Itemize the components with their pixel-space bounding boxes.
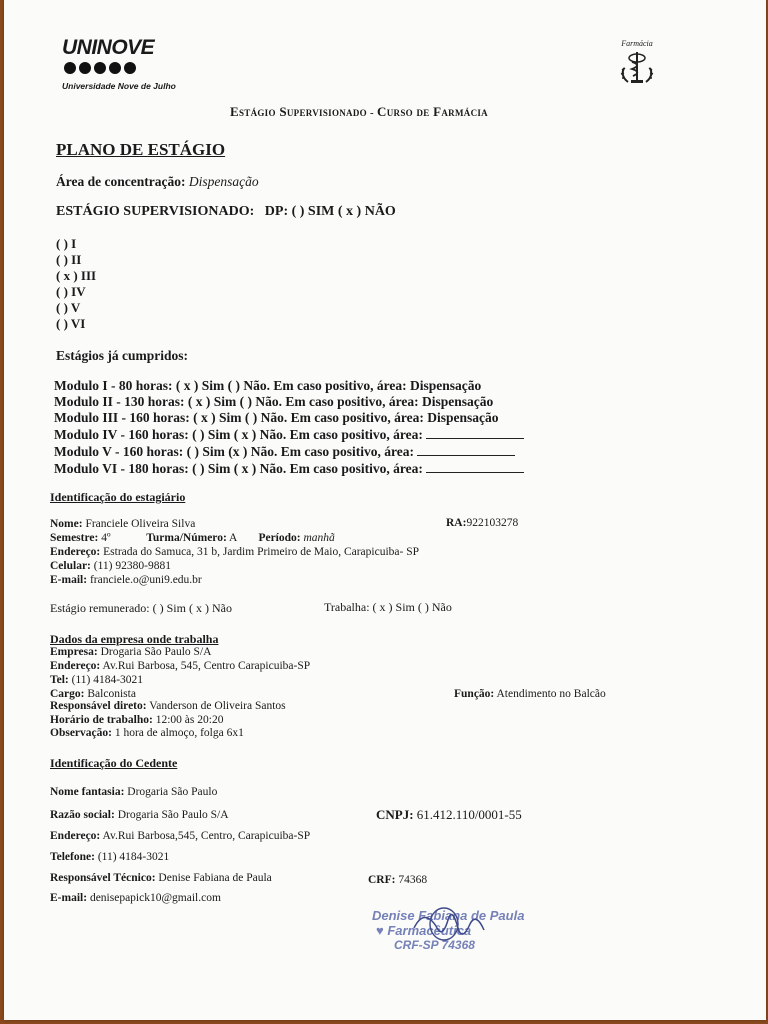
option-item: ( ) V [56, 300, 81, 315]
horario-field [50, 713, 223, 727]
funcao-value: Atendimento no Balcão [496, 688, 606, 700]
option-item: ( ) I [56, 236, 77, 251]
celular-label: Celular: [50, 560, 91, 572]
funcao-field [454, 687, 606, 701]
funcao-label: Função: [454, 688, 495, 700]
estagio-supervisionado-line [56, 204, 396, 220]
ra-field [446, 516, 518, 530]
fantasia-label: Nome fantasia: [50, 786, 125, 798]
empresa-label: Empresa: [50, 646, 98, 658]
logo-subtitle: Universidade Nove de Julho [62, 81, 176, 91]
module-row [54, 426, 524, 443]
empresa-heading: Dados da empresa onde trabalha [50, 632, 219, 646]
course-title-part2: Curso de Farmácia [377, 104, 488, 119]
caduceus-crest-icon [612, 38, 662, 88]
document-page [4, 0, 766, 1020]
cedente-email-value: denisepapick10@gmail.com [89, 892, 221, 904]
empresa-endereco-field [50, 659, 310, 673]
periodo-label: Período: [258, 532, 301, 544]
module-row [54, 460, 524, 477]
periodo-value: manhã [303, 532, 335, 544]
fantasia-field [50, 785, 217, 799]
stamp-line2-text: Farmacêutica [387, 923, 472, 938]
module-row: Modulo II - 130 horas: ( x ) Sim ( ) Não. Em caso positivo, área: Dispensação [54, 394, 494, 409]
semestre-label: Semestre: [50, 532, 99, 544]
module-row-text: Modulo IV - 160 horas: ( ) Sim ( x ) Não. Em caso positivo, área: [54, 427, 423, 442]
crf-value: 74368 [398, 874, 428, 886]
course-title-part1: Estágio Supervisionado [230, 104, 367, 119]
endereco-label: Endereço: [50, 546, 101, 558]
stamp-line3: CRF-SP 74368 [394, 938, 475, 952]
fantasia-value: Drogaria São Paulo [127, 786, 218, 798]
razao-label: Razão social: [50, 809, 115, 821]
logo-name: UNINOVE [62, 36, 155, 59]
cedente-email-field [50, 891, 221, 905]
celular-value: (11) 92380-9881 [93, 560, 171, 572]
empresa-endereco-label: Endereço: [50, 660, 101, 672]
estagio-label: ESTÁGIO SUPERVISIONADO: [56, 204, 255, 219]
turma-value: A [229, 532, 237, 544]
option-item: ( ) VI [56, 316, 86, 331]
trabalha: Trabalha: ( x ) Sim ( ) Não [324, 600, 452, 614]
email-value: franciele.o@uni9.edu.br [89, 574, 202, 586]
cedente-endereco-field [50, 829, 310, 843]
email-label: E-mail: [50, 574, 88, 586]
logo-dots [64, 61, 176, 79]
empresa-field [50, 645, 211, 659]
empresa-value: Drogaria São Paulo S/A [100, 646, 212, 658]
responsavel-label: Responsável direto: [50, 700, 147, 712]
area-label: Área de concentração: [56, 174, 186, 189]
empresa-tel-label: Tel: [50, 674, 69, 686]
cedente-email-label: E-mail: [50, 892, 88, 904]
modules-list [54, 378, 524, 477]
signature [404, 898, 494, 953]
stamp-line1: Denise Fabiana de Paula [372, 908, 525, 923]
telefone-value: (11) 4184-3021 [97, 851, 170, 863]
endereco-value: Estrada do Samuca, 31 b, Jardim Primeiro de Maio, Carapicuiba- SP [103, 546, 420, 558]
nome-field [50, 517, 195, 531]
module-options [56, 236, 96, 332]
responsavel-field [50, 699, 286, 713]
observacao-field [50, 726, 244, 740]
uninove-logo [62, 36, 176, 91]
crf-field [368, 873, 427, 887]
cedente-endereco-label: Endereço: [50, 830, 101, 842]
endereco-field [50, 545, 419, 559]
area-value: Dispensação [188, 174, 259, 189]
stamp-line2: ♥ Farmacêutica [376, 923, 472, 938]
option-item: ( x ) III [56, 268, 97, 283]
crf-label: CRF: [368, 874, 396, 886]
cargo-value: Balconista [87, 688, 136, 700]
course-title: Estágio Supervisionado - Curso de Farmácia [230, 104, 488, 119]
module-row: Modulo I - 80 horas: ( x ) Sim ( ) Não. Em caso positivo, área: Dispensação [54, 378, 482, 393]
estagiario-heading: Identificação do estagiário [50, 490, 186, 504]
area-concentracao [56, 174, 259, 190]
cedente-heading: Identificação do Cedente [50, 756, 178, 770]
ra-label: RA: [446, 517, 467, 529]
telefone-label: Telefone: [50, 851, 95, 863]
estagios-heading: Estágios já cumpridos: [56, 348, 189, 363]
page-title: PLANO DE ESTÁGIO [56, 140, 226, 159]
cedente-endereco-value: Av.Rui Barbosa,545, Centro, Carapicuiba-SP [102, 830, 311, 842]
module-row-text: Modulo VI - 180 horas: ( ) Sim ( x ) Não. Em caso positivo, área: [54, 461, 423, 476]
tecnico-field [50, 871, 272, 885]
tecnico-label: Responsável Técnico: [50, 872, 156, 884]
nome-label: Nome: [50, 518, 83, 530]
razao-value: Drogaria São Paulo S/A [117, 809, 229, 821]
observacao-value: 1 hora de almoço, folga 6x1 [114, 727, 244, 739]
email-field [50, 573, 202, 587]
option-item: ( ) IV [56, 284, 86, 299]
cnpj-value: 61.412.110/0001-55 [416, 807, 522, 822]
module-row-text: Modulo V - 160 horas: ( ) Sim (x ) Não. Em caso positivo, área: [54, 444, 414, 459]
telefone-field [50, 850, 169, 864]
cnpj-field [376, 808, 522, 822]
observacao-label: Observação: [50, 727, 112, 739]
celular-field [50, 559, 171, 573]
option-item: ( ) II [56, 252, 82, 267]
turma-label: Turma/Número: [146, 532, 227, 544]
empresa-tel-value: (11) 4184-3021 [71, 674, 144, 686]
razao-field [50, 808, 229, 822]
horario-label: Horário de trabalho: [50, 714, 153, 726]
cargo-label: Cargo: [50, 688, 85, 700]
module-row [54, 443, 524, 460]
cnpj-label: CNPJ: [376, 807, 414, 822]
empresa-tel-field [50, 673, 143, 687]
estagio-remunerado: Estágio remunerado: ( ) Sim ( x ) Não [50, 601, 232, 615]
tecnico-value: Denise Fabiana de Paula [158, 872, 272, 884]
crest-text: Farmácia [621, 39, 653, 48]
horario-value: 12:00 às 20:20 [155, 714, 224, 726]
semestre-value: 4º [101, 532, 111, 544]
module-row: Modulo III - 160 horas: ( x ) Sim ( ) Não. Em caso positivo, área: Dispensação [54, 410, 499, 425]
responsavel-value: Vanderson de Oliveira Santos [149, 700, 286, 712]
empresa-endereco-value: Av.Rui Barbosa, 545, Centro Carapicuiba-SP [102, 660, 311, 672]
ra-value: 922103278 [466, 517, 519, 529]
semestre-line [50, 531, 335, 545]
dp-options: DP: ( ) SIM ( x ) NÃO [264, 204, 396, 219]
nome-value: Franciele Oliveira Silva [85, 518, 196, 530]
